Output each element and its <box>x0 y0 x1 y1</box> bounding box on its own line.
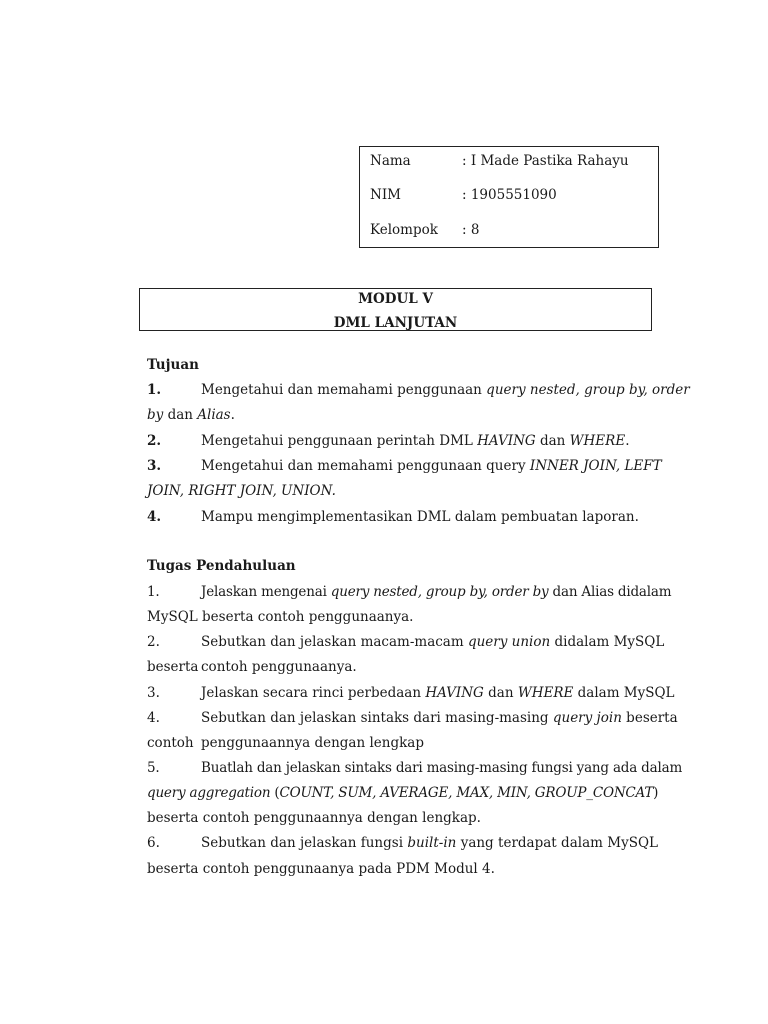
tugas-item-5-line-1 <box>147 759 683 777</box>
text: HAVING <box>477 433 536 449</box>
text: COUNT, SUM, AVERAGE, MAX, MIN, GROUP_CONCAT <box>279 785 654 801</box>
module-title: MODUL V <box>358 291 433 307</box>
list-number: 4. <box>147 509 162 525</box>
text: dan Alias didalam <box>548 584 672 600</box>
tujuan-item-1-line-2 <box>147 406 658 424</box>
text: HAVING <box>425 685 484 701</box>
text: by <box>147 407 164 423</box>
text: Sebutkan dan jelaskan sintaks dari masing-masing <box>201 710 553 726</box>
tugas-item-1-line-2 <box>147 608 658 626</box>
text: Buatlah dan jelaskan sintaks dari masing-masing fungsi yang ada dalam <box>201 760 683 776</box>
tugas-item-2-line-2 <box>147 658 658 676</box>
list-number: 2. <box>147 433 162 449</box>
list-number: 1. <box>147 584 160 600</box>
nim-value: : 1905551090 <box>462 187 557 203</box>
tujuan-item-4 <box>147 508 658 526</box>
module-title-box <box>139 288 652 331</box>
student-nim-row <box>370 186 557 204</box>
text: beserta contoh penggunaannya dengan lengkap. <box>147 810 481 826</box>
text: didalam MySQL <box>550 634 665 650</box>
list-number: 3. <box>147 685 160 701</box>
text: dan <box>163 407 198 423</box>
group-value: : 8 <box>462 222 480 238</box>
text: . <box>230 407 235 423</box>
tugas-item-1-line-1 <box>147 583 672 601</box>
tugas-item-6-line-1 <box>147 834 658 852</box>
text: Mengetahui penggunaan perintah DML <box>201 433 478 449</box>
text: yang terdapat dalam MySQL <box>456 835 658 851</box>
tugas-item-4-line-1 <box>147 709 678 727</box>
student-info-box <box>359 146 659 248</box>
text: Sebutkan dan jelaskan macam-macam <box>201 634 468 650</box>
text: query nested, group by, order by <box>330 584 549 600</box>
text: ( <box>270 785 280 801</box>
text: Mengetahui dan memahami penggunaan query <box>201 458 530 474</box>
list-number: 3. <box>147 458 162 474</box>
tugas-item-6-line-2 <box>147 860 658 878</box>
name-label: Nama <box>370 153 411 169</box>
group-label: Kelompok <box>370 222 438 238</box>
name-value: : I Made Pastika Rahayu <box>462 153 629 169</box>
text: Alias <box>197 407 231 423</box>
text: beserta <box>621 710 678 726</box>
text: contoh penggunaanya. <box>201 659 357 675</box>
text: penggunaannya dengan lengkap <box>201 735 424 751</box>
text: Jelaskan secara rinci perbedaan <box>201 685 426 701</box>
list-number: 2. <box>147 634 160 650</box>
text: JOIN, RIGHT JOIN, UNION. <box>147 483 336 499</box>
text: MySQL beserta contoh penggunaanya. <box>147 609 414 625</box>
tujuan-item-1-line-1 <box>147 381 690 399</box>
text: dan <box>483 685 518 701</box>
text: INNER JOIN, LEFT <box>529 458 662 474</box>
student-group-row <box>370 221 479 239</box>
text: dan <box>535 433 570 449</box>
tugas-item-5-line-2 <box>147 784 658 802</box>
text: contoh <box>147 735 194 751</box>
tujuan-item-2 <box>147 432 658 450</box>
text: Jelaskan mengenai <box>201 584 331 600</box>
text: Mengetahui dan memahami penggunaan <box>201 382 487 398</box>
tujuan-item-3-line-2 <box>147 482 658 500</box>
text: Sebutkan dan jelaskan fungsi <box>201 835 408 851</box>
module-subtitle: DML LANJUTAN <box>333 315 458 331</box>
text: beserta contoh penggunaanya pada PDM Modul 4. <box>147 861 495 877</box>
list-number: 6. <box>147 835 160 851</box>
tugas-item-3 <box>147 684 675 702</box>
tugas-item-4-line-2 <box>147 734 658 752</box>
text: query join <box>552 710 622 726</box>
text: built-in <box>407 835 457 851</box>
list-number: 5. <box>147 760 160 776</box>
text: . <box>625 433 630 449</box>
text: ) <box>653 785 659 801</box>
text: query aggregation <box>147 785 271 801</box>
text: WHERE <box>517 685 574 701</box>
text: WHERE <box>569 433 626 449</box>
tujuan-heading: Tujuan <box>147 357 199 373</box>
tugas-item-5-line-3 <box>147 809 658 827</box>
list-number: 4. <box>147 710 160 726</box>
tugas-item-2-line-1 <box>147 633 665 651</box>
tujuan-item-3-line-1 <box>147 457 662 475</box>
text: query nested, group by, order <box>486 382 690 398</box>
student-name-row <box>370 152 629 170</box>
text: query union <box>467 634 551 650</box>
text: Mampu mengimplementasikan DML dalam pembuatan laporan. <box>201 509 639 525</box>
text: beserta <box>147 659 199 675</box>
tugas-heading: Tugas Pendahuluan <box>147 558 296 574</box>
list-number: 1. <box>147 382 162 398</box>
text: dalam MySQL <box>573 685 675 701</box>
nim-label: NIM <box>370 187 401 203</box>
